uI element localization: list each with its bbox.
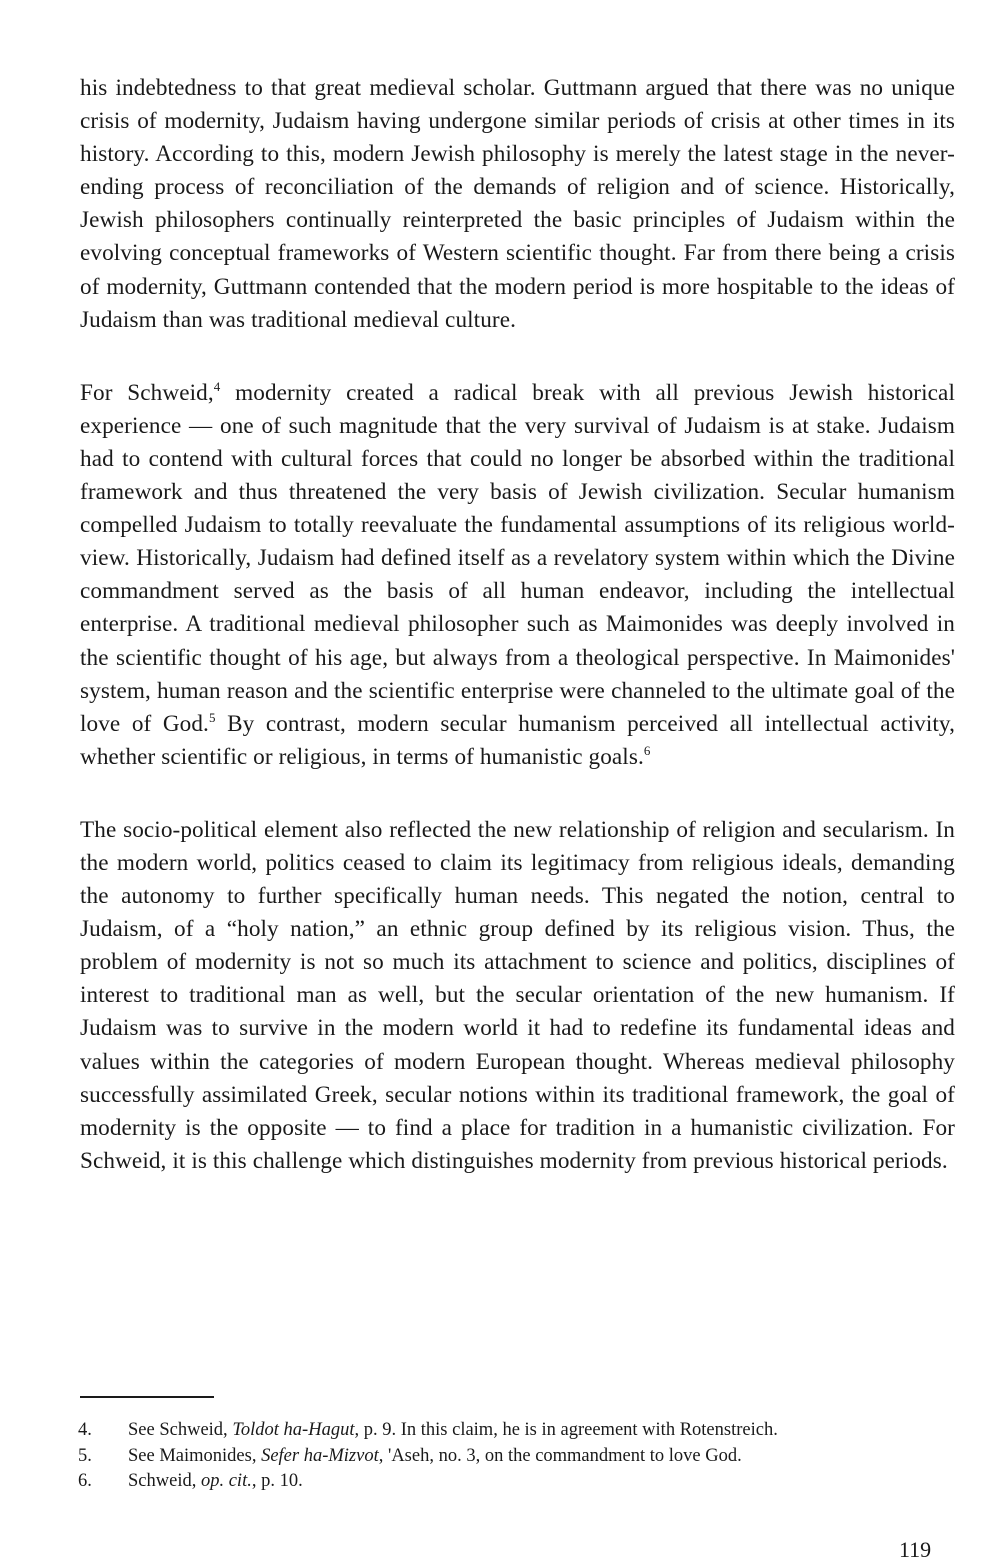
text-run: The socio-political element also reflected the new relationship of religion and secularism. In the modern world, politics ceased to claim its legitimacy from religious ideals, demanding the autonomy to further specifically human needs. This negated the notion, central to Judaism, of a “holy nation,” an ethnic group defined by its religious vision. Thus, the problem of modernity is not so much its attachment to science and politics, disciplines of interest to traditional man as well, but the secular orientation of the new humanism. If Judaism was to survive in the modern world it had to redefine its fundamental ideas and values within the categories of modern European thought. Whereas medieval philosophy successfully assimilated Greek, secular notions within its traditional framework, the goal of modernity is the opposite — to find a place for tradition in a humanistic civilization. For Schweid, it is this challenge which distinguishes modernity from previous historical periods. — [80, 816, 955, 1174]
footnotes — [78, 1418, 958, 1495]
text-run: See Maimonides, — [128, 1445, 262, 1466]
paragraph — [80, 814, 955, 1178]
text-run: his indebtedness to that great medieval scholar. Guttmann argued that there was no unique crisis of modernity, Judaism having undergone similar periods of crisis at other times in its history. According to this, modern Jewish philosophy is merely the latest stage in the never-ending process of reconciliation of the demands of religion and of science. Historically, Jewish philosophers continually reinterpreted the basic principles of Judaism within the evolving conceptual frameworks of Western scientific thought. Far from there being a crisis of modernity, Guttmann contended that the modern period is more hospitable to the ideas of Judaism than was traditional medieval culture. — [80, 75, 955, 333]
footnote-number: 4. — [78, 1420, 92, 1440]
footnote-number: 5. — [78, 1445, 92, 1466]
text-run: modernity created a radical break with all previous Jewish historical experience — one of such magnitude that the very survival of Judaism is at stake. Judaism had to contend with cultural forces that could no longer be absorbed within the traditional framework and thus threatened the very basis of Jewish civilization. Secular humanism compelled Judaism to totally reevaluate the fundamental assumptions of its religious world-view. Historically, Judaism had defined itself as a revelatory system within which the Divine commandment served as the basis of all human endeavor, including the intellectual enterprise. A traditional medieval philosopher such as Maimonides was deeply involved in the scientific thought of his age, but always from a theological perspective. In Maimonides' system, human reason and the scientific enterprise were channeled to the ultimate goal of the love of God. — [80, 379, 955, 737]
italic-title: Sefer ha-Mizvot — [261, 1445, 379, 1466]
footnote-text — [128, 1444, 958, 1470]
text-run: See Schweid, — [128, 1420, 233, 1440]
text-run: Schweid, — [128, 1471, 201, 1491]
footnote-ref: 4 — [213, 378, 221, 394]
footnote-ref: 5 — [208, 709, 216, 725]
italic-title: Toldot ha-Hagut — [232, 1420, 355, 1440]
footnote — [78, 1444, 958, 1470]
paragraph — [80, 377, 955, 774]
footnote-text — [128, 1469, 958, 1495]
page-number: 119 — [899, 1537, 932, 1562]
footnote-number: 6. — [78, 1471, 92, 1491]
italic-title: op. cit. — [200, 1471, 252, 1491]
footnote-ref: 6 — [643, 742, 651, 758]
footnote — [78, 1418, 958, 1444]
footnote-divider — [80, 1396, 214, 1398]
text-run: By contrast, modern secular humanism perceived all intellectual activity, whether scientific or religious, in terms of humanistic goals. — [80, 710, 955, 770]
footnote-text — [128, 1418, 958, 1444]
text-run: , p. 10. — [251, 1471, 303, 1491]
text-run: , 'Aseh, no. 3, on the commandment to love God. — [378, 1445, 742, 1466]
text-run: For Schweid, — [80, 379, 214, 406]
main-text — [80, 72, 955, 1178]
paragraph — [80, 72, 955, 337]
text-run: , p. 9. In this claim, he is in agreement with Rotenstreich. — [354, 1420, 778, 1440]
footnote — [78, 1469, 958, 1495]
